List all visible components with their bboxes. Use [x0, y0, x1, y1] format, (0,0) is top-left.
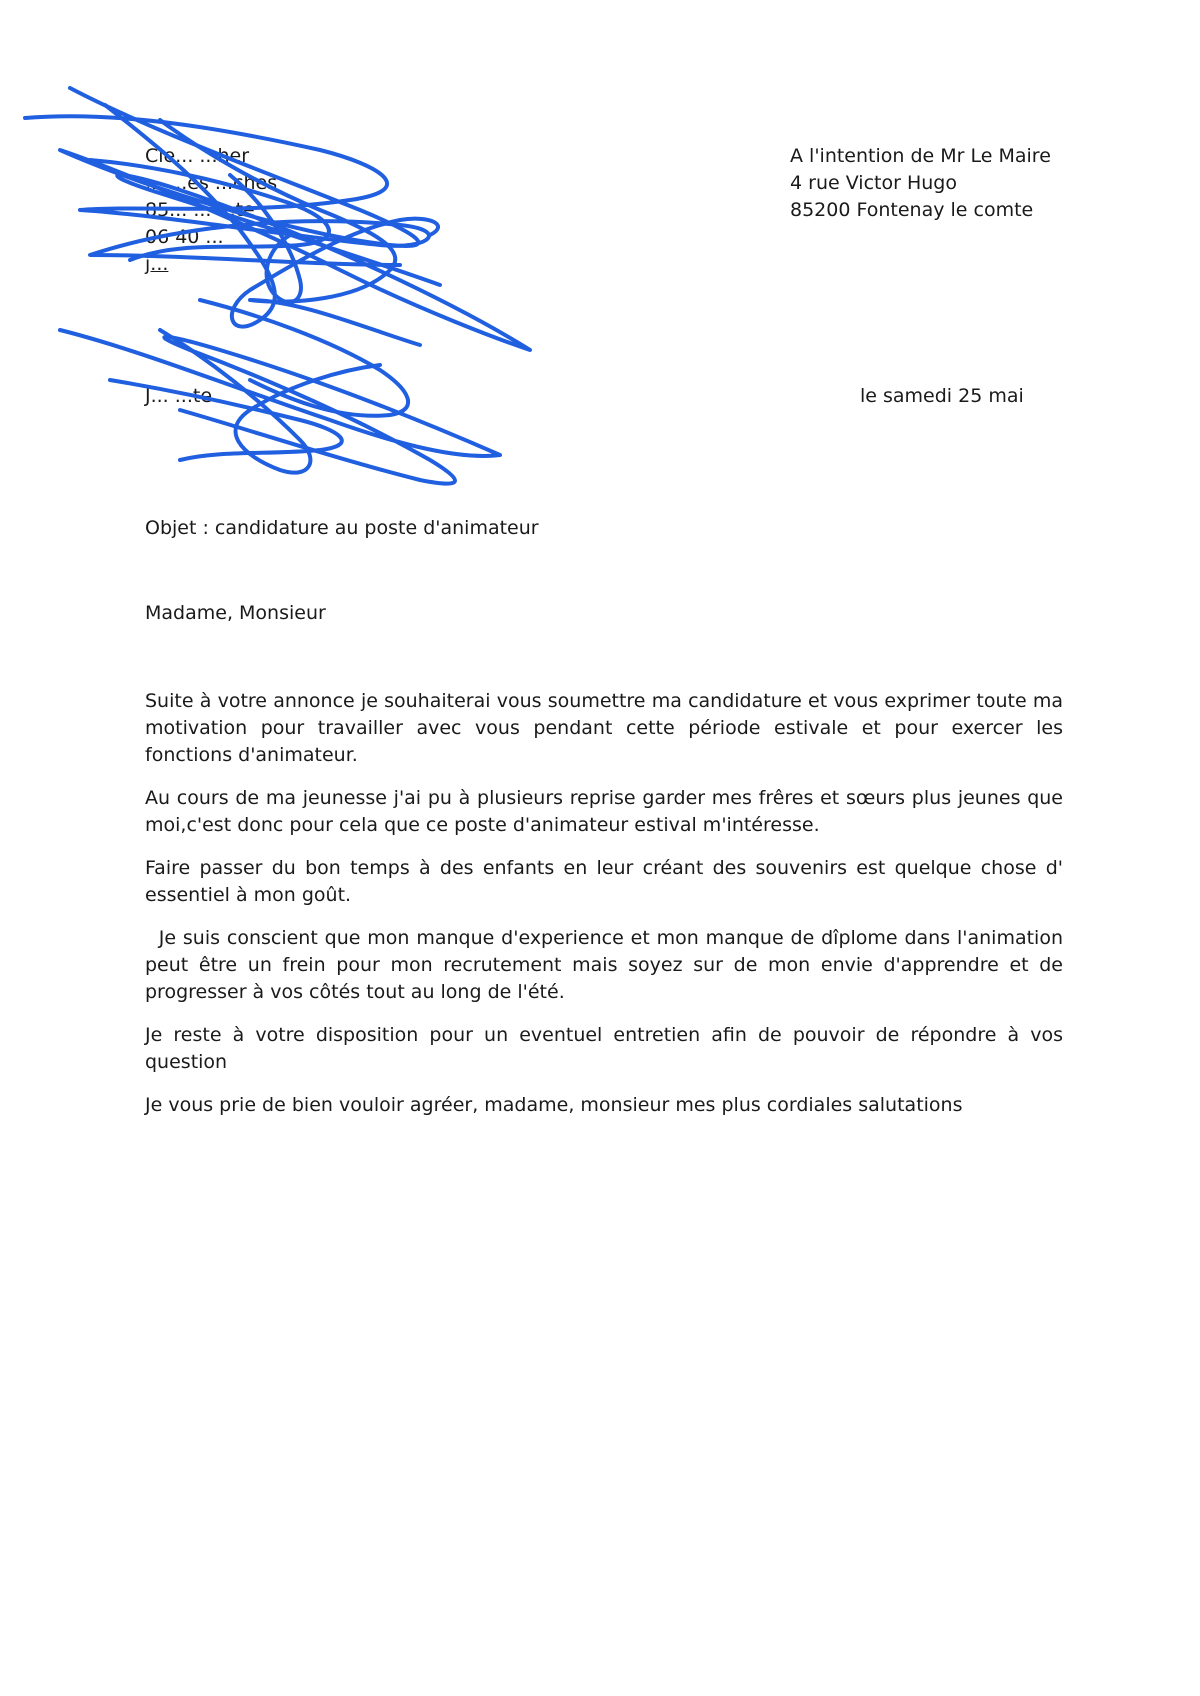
letter-date: le samedi 25 mai: [860, 385, 1024, 407]
body-closing: Je vous prie de bien vouloir agréer, madame, monsieur mes plus cordiales salutations: [145, 1094, 963, 1116]
letter-body: [145, 688, 1070, 1135]
body-paragraph: Suite à votre annonce je souhaiterai vous soumettre ma candidature et vous exprimer toute ma motivation pour travailler avec vous pendant cette période estivale et pour exercer les fonctions d'animateur.: [145, 690, 1063, 766]
body-paragraph: Faire passer du bon temps à des enfants en leur créant des souvenirs est quelque chose d' essentiel à mon goût.: [145, 857, 1063, 906]
sender-city: 85... ... ...te: [145, 199, 255, 221]
body-paragraph: Je reste à votre disposition pour un eventuel entretien afin de pouvoir de répondre à vos question: [145, 1024, 1063, 1073]
sender-street: ... ...es ...ches: [145, 172, 278, 194]
recipient-name: A l'intention de Mr Le Maire: [790, 145, 1051, 167]
letter-salutation: Madame, Monsieur: [145, 602, 326, 624]
letter-subject: Objet : candidature au poste d'animateur: [145, 517, 539, 539]
recipient-city: 85200 Fontenay le comte: [790, 199, 1034, 221]
recipient-street: 4 rue Victor Hugo: [790, 172, 957, 194]
scribble-stroke-9: [200, 300, 408, 416]
sender-phone: 06 40 ...: [145, 226, 224, 248]
letter-place: J... ...te: [145, 385, 213, 407]
scribble-stroke-6: [60, 330, 500, 484]
sender-email: j...: [145, 253, 169, 275]
sender-address-block: [145, 143, 277, 278]
sender-name: Cle... ...her: [145, 145, 250, 167]
recipient-address-block: [790, 143, 1051, 224]
body-paragraph: Je suis conscient que mon manque d'experience et mon manque de dîplome dans l'animation peut être un frein pour mon recrutement mais soyez sur de mon envie d'apprendre et de progresser à vos côtés tout au long de l'été.: [145, 927, 1070, 1003]
scribble-stroke-1: [60, 88, 530, 350]
body-paragraph: Au cours de ma jeunesse j'ai pu à plusieurs reprise garder mes frêres et sœurs plus jeunes que moi,c'est donc pour cela que ce poste d'animateur estival m'intéresse.: [145, 787, 1063, 836]
